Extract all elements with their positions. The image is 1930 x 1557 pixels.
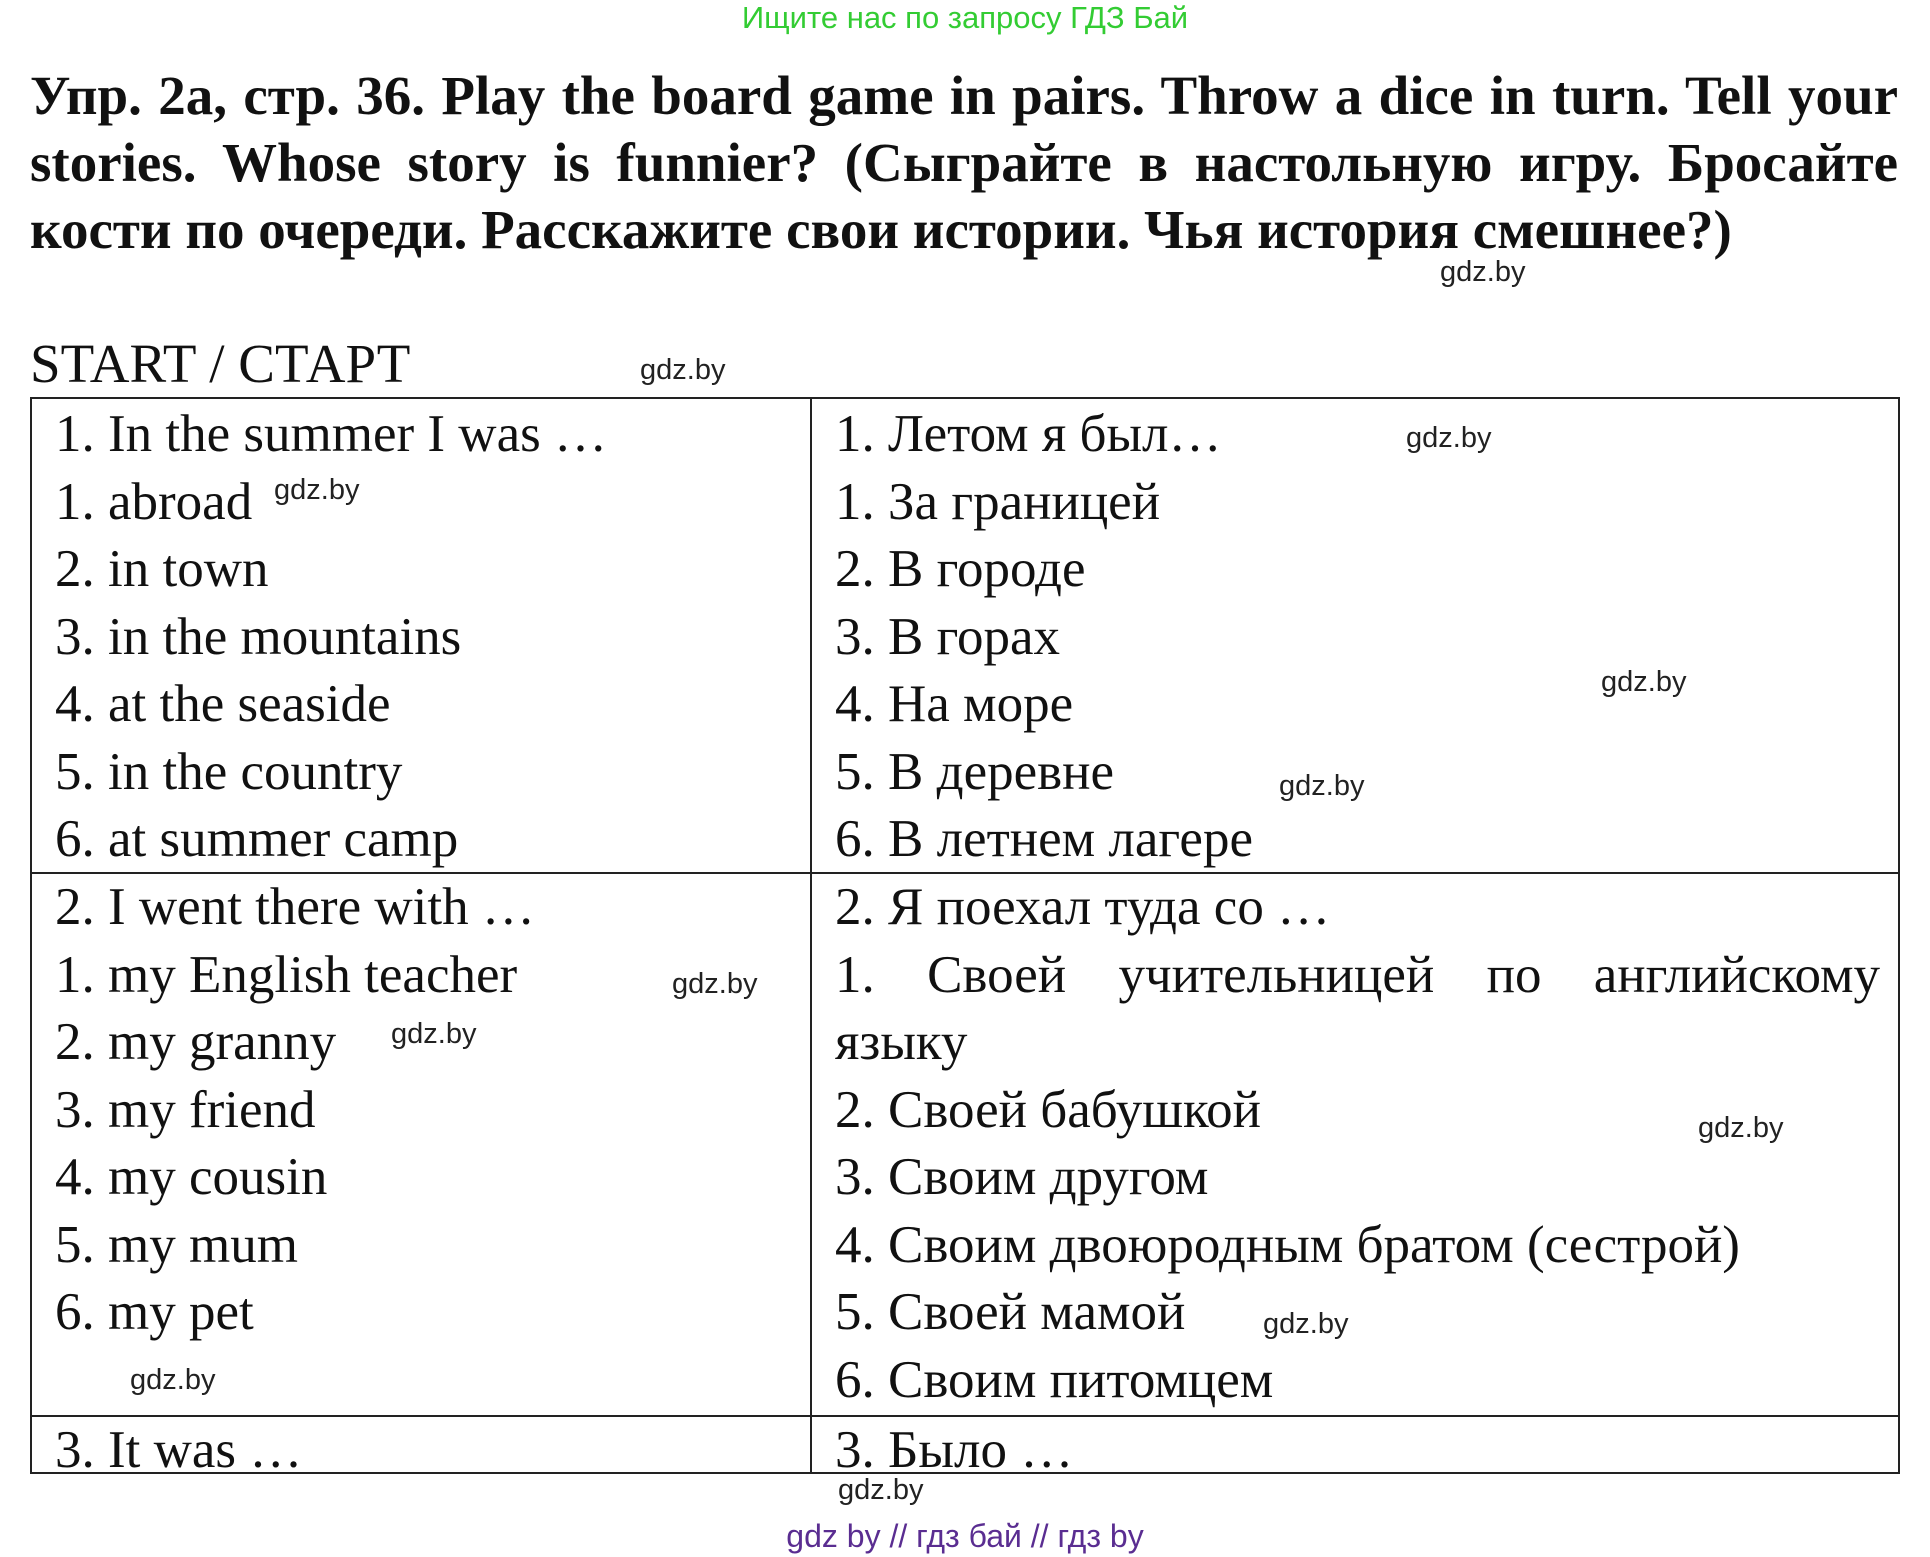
watermark: gdz.by (1601, 666, 1687, 698)
list-item: 5. in the country (55, 742, 403, 801)
row1-english-prompt: 1. In the summer I was … (55, 405, 607, 463)
row1-russian-cell (835, 401, 1880, 874)
footer-links: gdz by // гдз бай // гдз by (786, 1518, 1144, 1554)
watermark: gdz.by (1698, 1112, 1784, 1144)
list-item: 4. my cousin (55, 1148, 328, 1206)
list-item: 3. in the mountains (55, 607, 462, 666)
row2-russian-cell (835, 874, 1880, 1414)
list-item: 3. my friend (55, 1080, 316, 1139)
list-item: 1. За границей (835, 472, 1161, 531)
column-divider (810, 399, 812, 1472)
watermark: gdz.by (1440, 256, 1526, 288)
list-item: 5. Своей мамой (835, 1283, 1186, 1341)
row3-english-prompt: 3. It was … (55, 1421, 303, 1479)
list-item: 4. Своим двоюродным братом (сестрой) (835, 1215, 1740, 1274)
list-item: 2. В городе (835, 540, 1086, 598)
row3-russian-prompt: 3. Было … (835, 1421, 1074, 1479)
watermark: gdz.by (838, 1474, 924, 1506)
list-item: 2. Своей бабушкой (835, 1080, 1261, 1139)
watermark: gdz.by (391, 1018, 477, 1050)
list-item: 6. my pet (55, 1283, 254, 1341)
watermark: gdz.by (672, 968, 758, 1000)
list-item: 6. Своим питомцем (835, 1350, 1274, 1409)
list-item: 1. abroad (55, 472, 253, 531)
row2-english-prompt: 2. I went there with … (55, 878, 535, 936)
list-item: 1. Своей учительницей по английскому (835, 945, 1880, 1004)
list-item: 2. my granny (55, 1013, 337, 1071)
list-item: 4. На море (835, 675, 1074, 733)
list-item: 6. at summer camp (55, 810, 459, 868)
row3-english-cell (55, 1417, 302, 1485)
list-item: языку (835, 1013, 968, 1071)
list-item: 5. В деревне (835, 742, 1115, 801)
list-item: 3. Своим другом (835, 1148, 1209, 1206)
watermark: gdz.by (1263, 1308, 1349, 1340)
exercise-heading: Упр. 2а, стр. 36. Play the board game in pairs. Throw a dice in turn. Tell your stories. Whose story is funnier? (Сыграйте в настольную игру. Бросайте кости по очереди. Расскажите свои истории. Чья история смешнее?) (30, 65, 1898, 260)
row2-russian-prompt: 2. Я поехал туда со … (835, 878, 1331, 936)
list-item: 4. at the seaside (55, 675, 391, 733)
watermark: gdz.by (1406, 422, 1492, 454)
watermark: gdz.by (1279, 770, 1365, 802)
watermark: gdz.by (640, 354, 726, 386)
row2-english-cell (55, 874, 535, 1347)
list-item: 2. in town (55, 540, 269, 598)
list-item: 6. В летнем лагере (835, 810, 1253, 868)
list-item: 3. В горах (835, 607, 1061, 666)
row1-english-cell (55, 401, 607, 874)
watermark: gdz.by (274, 474, 360, 506)
list-item: 5. my mum (55, 1215, 298, 1274)
board-game-table (30, 397, 1900, 1479)
top-banner: Ищите нас по запросу ГДЗ Бай (741, 0, 1189, 35)
row1-russian-prompt: 1. Летом я был… (835, 405, 1222, 463)
list-item: 1. my English teacher (55, 945, 518, 1004)
watermark: gdz.by (130, 1364, 216, 1396)
start-label: START / СТАРТ (30, 333, 411, 394)
